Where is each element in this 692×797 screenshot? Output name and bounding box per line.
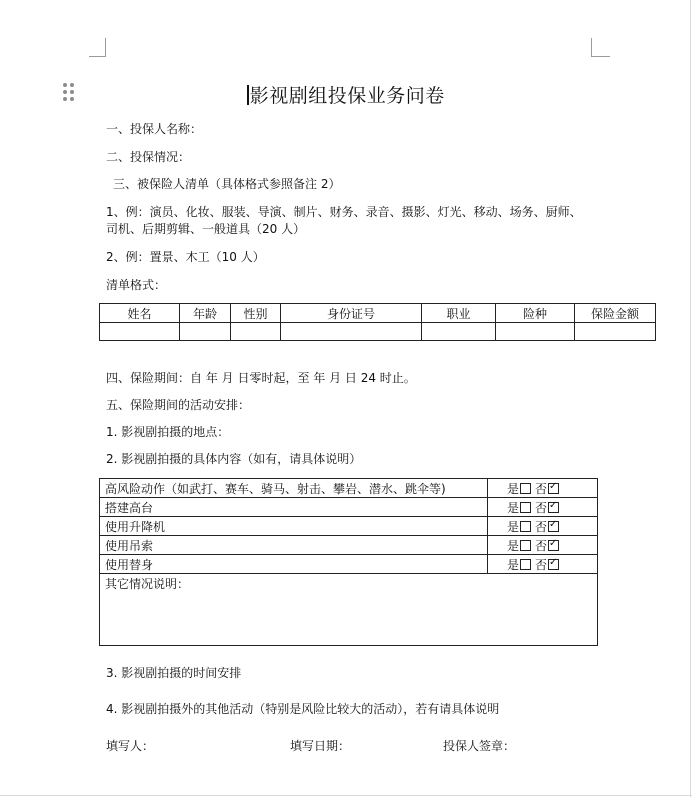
activity-arrangement-heading[interactable]: 五、保险期间的活动安排： [106,398,251,412]
example-2-line[interactable]: 2、例：置景、木工（10 人） [106,250,265,264]
margin-corner-top-right [591,38,610,57]
no-checkbox[interactable] [548,502,559,513]
yes-no-cell [488,479,598,498]
coverage-info-line[interactable]: 二、投保情况： [106,150,191,164]
other-notes-label: 其它情况说明： [105,577,190,591]
activity-row [100,517,598,536]
signature-label[interactable]: 投保人签章： [443,739,516,753]
fill-date-label[interactable]: 填写日期： [290,739,351,753]
yes-no-cell [488,498,598,517]
activity-label: 使用升降机 [100,517,488,536]
yes-no-cell [488,555,598,574]
yes-label: 是 [507,519,520,534]
other-notes-cell[interactable] [100,574,598,646]
roster-cell[interactable] [231,323,281,341]
text-cursor [247,85,249,105]
other-activities-line[interactable]: 4. 影视剧拍摄外的其他活动（特别是风险比较大的活动），若有请具体说明 [106,702,500,716]
yes-no-cell [488,517,598,536]
yes-label: 是 [507,557,520,572]
roster-header-row [100,304,656,323]
example-1-line-1[interactable]: 1、例：演员、化妆、服装、导演、制片、财务、录音、摄影、灯光、移动、场务、厨师、 [106,205,582,219]
roster-cell[interactable] [575,323,656,341]
roster-header-cell: 职业 [422,304,496,323]
roster-cell[interactable] [180,323,231,341]
no-checkbox[interactable] [548,559,559,570]
activity-row [100,498,598,517]
roster-header-cell: 性别 [231,304,281,323]
roster-header-cell: 保险金额 [575,304,656,323]
activity-risk-table [99,478,598,646]
roster-empty-row[interactable] [100,323,656,341]
insured-roster-table [99,303,656,341]
yes-checkbox[interactable] [520,521,531,532]
yes-label: 是 [507,538,520,553]
yes-checkbox[interactable] [520,502,531,513]
roster-header-cell: 年龄 [180,304,231,323]
activity-row [100,555,598,574]
roster-cell[interactable] [422,323,496,341]
activity-label: 使用吊索 [100,536,488,555]
yes-label: 是 [507,481,520,496]
yes-label: 是 [507,500,520,515]
no-checkbox[interactable] [548,483,559,494]
shooting-content-line[interactable]: 2. 影视剧拍摄的具体内容（如有，请具体说明） [106,452,362,466]
no-label: 否 [535,500,548,515]
no-label: 否 [535,481,548,496]
policyholder-name-line[interactable]: 一、投保人名称： [106,122,203,136]
yes-checkbox[interactable] [520,483,531,494]
no-checkbox[interactable] [548,540,559,551]
activity-row [100,536,598,555]
roster-header-cell: 姓名 [100,304,180,323]
other-notes-row[interactable] [100,574,598,646]
no-label: 否 [535,538,548,553]
activity-row [100,479,598,498]
roster-header-cell: 险种 [496,304,575,323]
yes-no-cell [488,536,598,555]
filler-label[interactable]: 填写人： [106,739,155,753]
shooting-location-line[interactable]: 1. 影视剧拍摄的地点： [106,425,230,439]
roster-cell[interactable] [496,323,575,341]
activity-label: 高风险动作（如武打、赛车、骑马、射击、攀岩、潜水、跳伞等) [100,479,488,498]
no-checkbox[interactable] [548,521,559,532]
activity-label: 搭建高台 [100,498,488,517]
insurance-period-line[interactable]: 四、保险期间：自 年 月 日零时起，至 年 月 日 24 时止。 [106,371,416,385]
page-edge-bottom [0,795,692,796]
no-label: 否 [535,519,548,534]
roster-cell[interactable] [100,323,180,341]
list-format-label[interactable]: 清单格式： [106,278,167,292]
activity-label: 使用替身 [100,555,488,574]
roster-header-cell: 身份证号 [281,304,422,323]
page-edge-right [690,0,691,797]
example-1-line-2[interactable]: 司机、后期剪辑、一般道具（20 人） [106,222,306,236]
shooting-schedule-line[interactable]: 3. 影视剧拍摄的时间安排 [106,666,242,680]
margin-corner-top-left [89,38,106,57]
document-title[interactable]: 影视剧组投保业务问卷 [0,81,692,108]
yes-checkbox[interactable] [520,559,531,570]
roster-cell[interactable] [281,323,422,341]
insured-list-heading[interactable]: 三、被保险人清单（具体格式参照备注 2） [113,177,341,191]
yes-checkbox[interactable] [520,540,531,551]
no-label: 否 [535,557,548,572]
